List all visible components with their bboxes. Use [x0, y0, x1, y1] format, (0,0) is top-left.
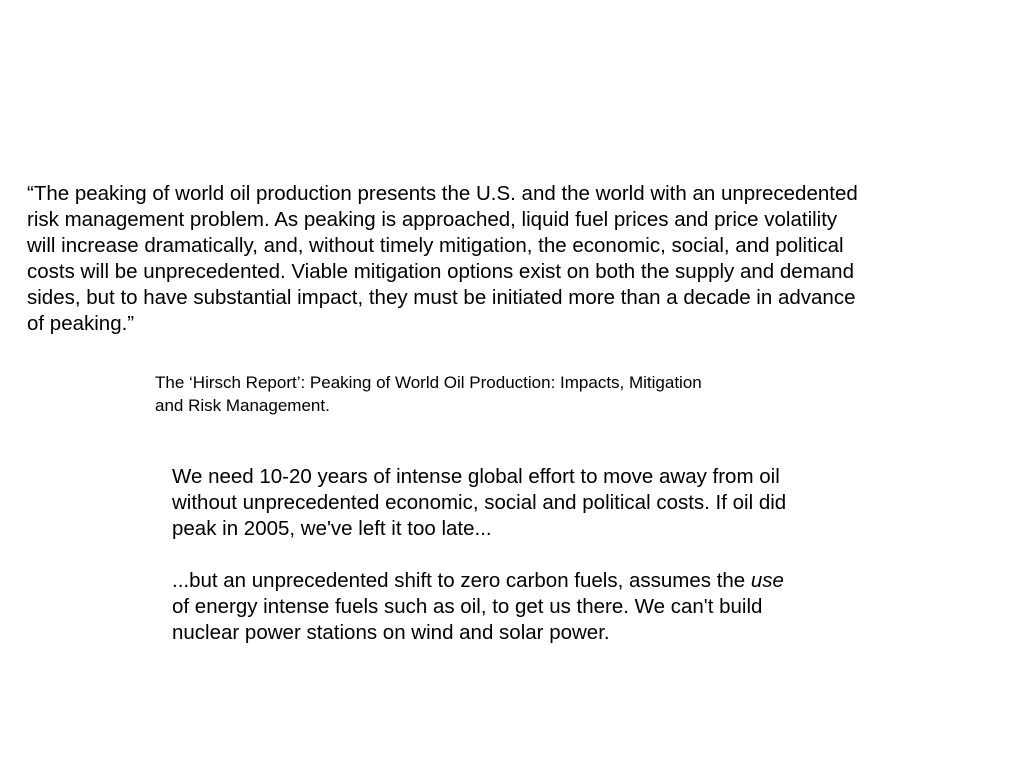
hirsch-quote [27, 181, 1007, 337]
citation-line: and Risk Management. [155, 396, 330, 415]
paragraph-gap [172, 542, 912, 568]
quote-line: risk management problem. As peaking is approached, liquid fuel prices and price volatility [27, 208, 838, 231]
quote-line: will increase dramatically, and, without timely mitigation, the economic, social, and political [27, 234, 844, 257]
commentary-text: ...but an unprecedented shift to zero carbon fuels, assumes the [172, 569, 751, 592]
quote-citation [155, 371, 875, 417]
commentary-line: of energy intense fuels such as oil, to get us there. We can't build [172, 595, 763, 618]
quote-line: sides, but to have substantial impact, they must be initiated more than a decade in advance [27, 286, 856, 309]
emphasis-use: use [750, 569, 784, 592]
commentary-line: nuclear power stations on wind and solar power. [172, 621, 610, 644]
citation-line: The ‘Hirsch Report’: Peaking of World Oil Production: Impacts, Mitigation [155, 373, 702, 392]
commentary-line: peak in 2005, we've left it too late... [172, 517, 492, 540]
commentary-line: We need 10-20 years of intense global effort to move away from oil [172, 465, 780, 488]
commentary-line [172, 568, 912, 594]
quote-line: costs will be unprecedented. Viable mitigation options exist on both the supply and demand [27, 260, 854, 283]
commentary [172, 464, 912, 646]
quote-line: “The peaking of world oil production presents the U.S. and the world with an unprecedented [27, 182, 858, 205]
quote-line: of peaking.” [27, 312, 135, 335]
commentary-line: without unprecedented economic, social and political costs. If oil did [172, 491, 787, 514]
